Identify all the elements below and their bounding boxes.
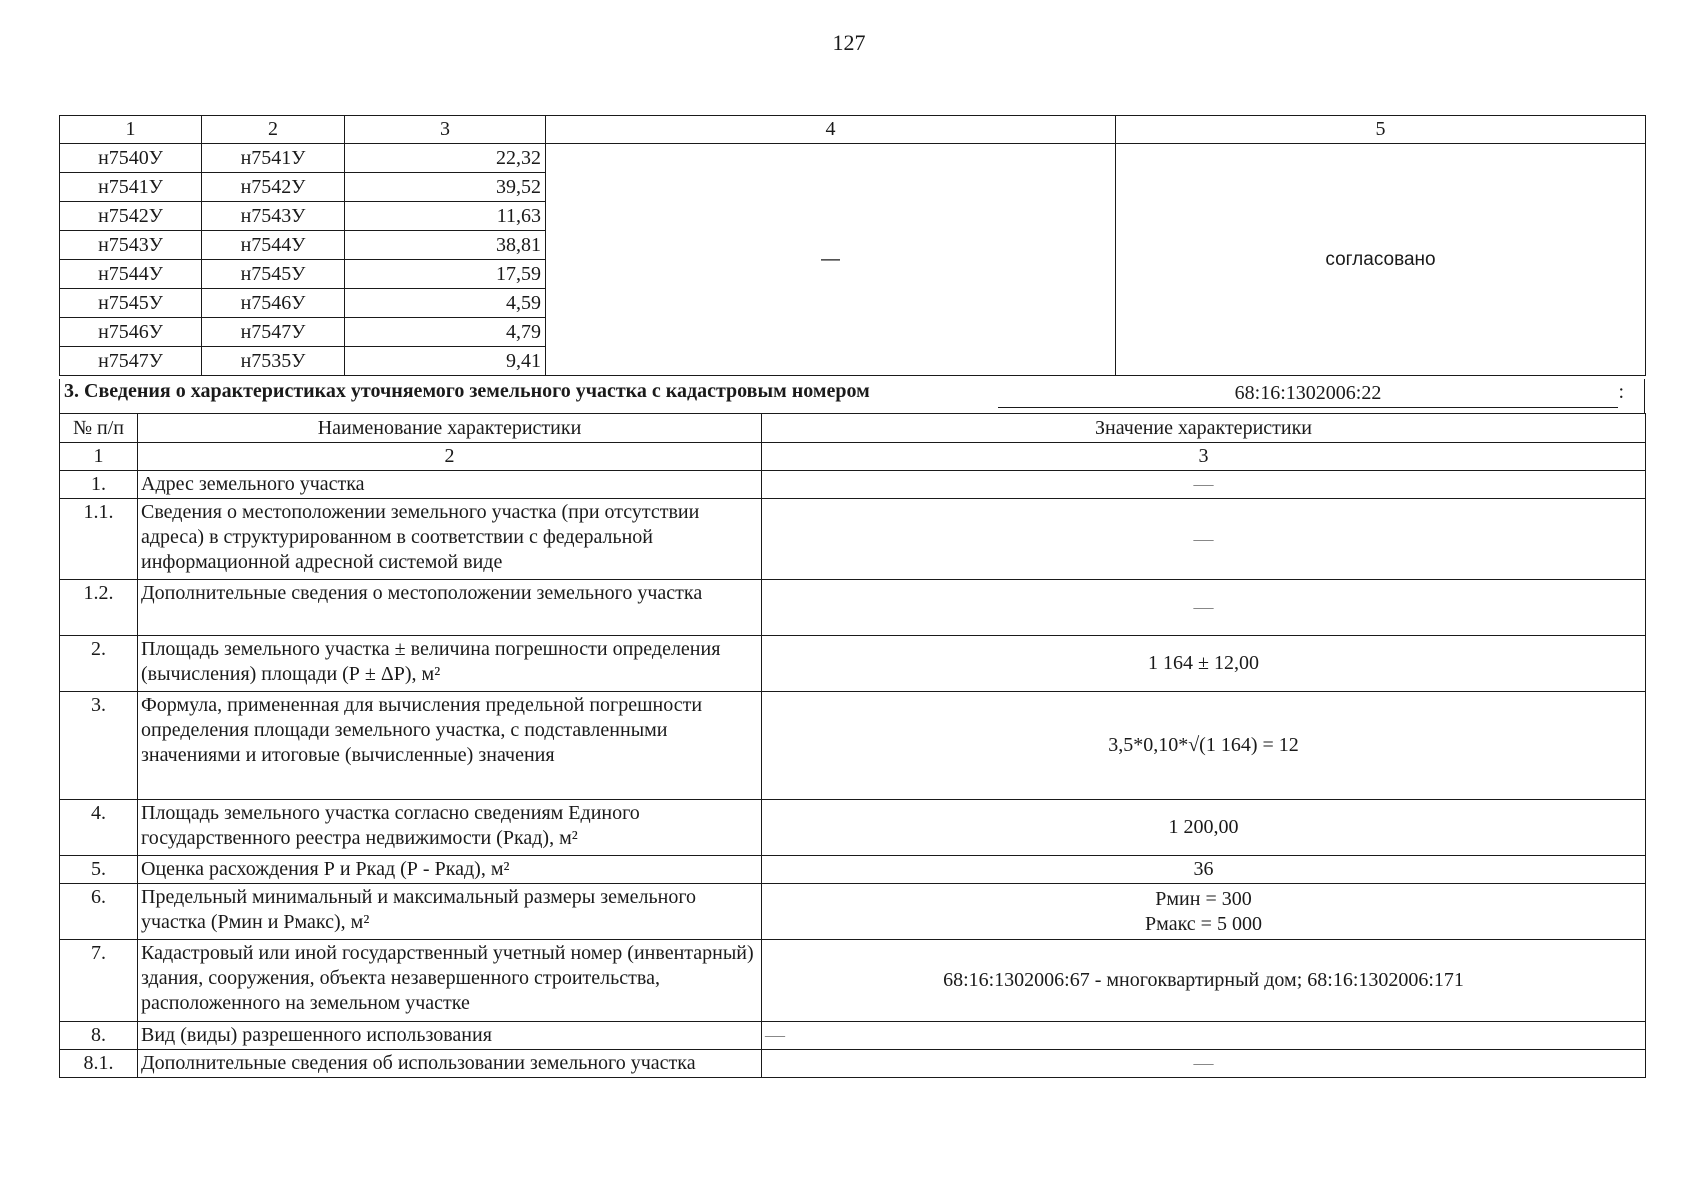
point-from: н7547У bbox=[60, 347, 202, 376]
characteristic-value: 1 164 ± 12,00 bbox=[762, 636, 1646, 692]
table-row bbox=[60, 471, 1646, 499]
segment-col4-value: — bbox=[546, 144, 1116, 376]
characteristic-name: Вид (виды) разрешенного использования bbox=[138, 1022, 762, 1050]
point-from: н7544У bbox=[60, 260, 202, 289]
table-row bbox=[60, 636, 1646, 692]
table-row bbox=[60, 692, 1646, 800]
segment-length: 4,79 bbox=[345, 318, 546, 347]
section-heading: 3. Сведения о характеристиках уточняемого земельного участка с кадастровым номером bbox=[64, 380, 870, 402]
item-number: 2. bbox=[60, 636, 138, 692]
characteristic-value: 68:16:1302006:67 - многоквартирный дом; 68:16:1302006:171 bbox=[762, 940, 1646, 1022]
heading-colon: : bbox=[1618, 381, 1624, 403]
segment-length: 4,59 bbox=[345, 289, 546, 318]
characteristic-name: Сведения о местоположении земельного участка (при отсутствии адреса) в структурированном в соответствии с федеральной информационной адресной системой виде bbox=[138, 499, 762, 580]
item-number: 8.1. bbox=[60, 1050, 138, 1078]
item-number: 1. bbox=[60, 471, 138, 499]
segment-length: 9,41 bbox=[345, 347, 546, 376]
item-number: 8. bbox=[60, 1022, 138, 1050]
characteristic-name: Адрес земельного участка bbox=[138, 471, 762, 499]
characteristic-name: Дополнительные сведения о местоположении земельного участка bbox=[138, 580, 762, 636]
characteristic-name: Оценка расхождения Р и Ркад (Р - Ркад), м² bbox=[138, 856, 762, 884]
characteristic-name: Площадь земельного участка согласно сведениям Единого государственного реестра недвижимости (Ркад), м² bbox=[138, 800, 762, 856]
item-number: 4. bbox=[60, 800, 138, 856]
table-header-row bbox=[60, 116, 1646, 144]
point-to: н7542У bbox=[202, 173, 345, 202]
item-number: 6. bbox=[60, 884, 138, 940]
segment-length: 22,32 bbox=[345, 144, 546, 173]
max-area-value: Рмакс = 5 000 bbox=[1145, 912, 1262, 935]
item-number: 3. bbox=[60, 692, 138, 800]
characteristic-name: Кадастровый или иной государственный учетный номер (инвентарный) здания, сооружения, объекта незавершенного строительства, расположенного на земельном участке bbox=[138, 940, 762, 1022]
column-index: 1 bbox=[60, 443, 138, 471]
column-header: 1 bbox=[60, 116, 202, 144]
table-row bbox=[60, 940, 1646, 1022]
cadastral-number: 68:16:1302006:22 bbox=[998, 382, 1618, 408]
table-row bbox=[60, 800, 1646, 856]
column-header: Наименование характеристики bbox=[138, 414, 762, 443]
point-to: н7535У bbox=[202, 347, 345, 376]
segment-length: 38,81 bbox=[345, 231, 546, 260]
column-header: 3 bbox=[345, 116, 546, 144]
characteristic-value: 1 200,00 bbox=[762, 800, 1646, 856]
characteristic-name: Формула, примененная для вычисления предельной погрешности определения площади земельного участка, с подставленными значениями и итоговые (вычисленные) значения bbox=[138, 692, 762, 800]
segment-length: 39,52 bbox=[345, 173, 546, 202]
column-header: 2 bbox=[202, 116, 345, 144]
segment-length: 11,63 bbox=[345, 202, 546, 231]
column-index-row bbox=[60, 443, 1646, 471]
table-row bbox=[60, 856, 1646, 884]
table-row bbox=[60, 580, 1646, 636]
table-row bbox=[60, 1022, 1646, 1050]
characteristic-name: Предельный минимальный и максимальный размеры земельного участка (Рмин и Рмакс), м² bbox=[138, 884, 762, 940]
table-header-row bbox=[60, 414, 1646, 443]
point-from: н7542У bbox=[60, 202, 202, 231]
point-from: н7540У bbox=[60, 144, 202, 173]
point-from: н7545У bbox=[60, 289, 202, 318]
column-index: 2 bbox=[138, 443, 762, 471]
characteristic-value: — bbox=[762, 580, 1646, 636]
point-to: н7544У bbox=[202, 231, 345, 260]
characteristic-value: — bbox=[762, 1050, 1646, 1078]
page-number: 127 bbox=[832, 30, 866, 55]
boundary-segments-table bbox=[59, 115, 1646, 376]
characteristic-value: — bbox=[762, 499, 1646, 580]
table-row bbox=[60, 1050, 1646, 1078]
point-to: н7547У bbox=[202, 318, 345, 347]
section-3-heading-row bbox=[59, 379, 1645, 413]
point-to: н7546У bbox=[202, 289, 345, 318]
item-number: 1.1. bbox=[60, 499, 138, 580]
characteristic-name: Дополнительные сведения об использовании земельного участка bbox=[138, 1050, 762, 1078]
table-row bbox=[60, 499, 1646, 580]
column-header: 5 bbox=[1116, 116, 1646, 144]
point-to: н7541У bbox=[202, 144, 345, 173]
point-to: н7545У bbox=[202, 260, 345, 289]
characteristic-name: Площадь земельного участка ± величина погрешности определения (вычисления) площади (Р ± ΔР), м² bbox=[138, 636, 762, 692]
item-number: 1.2. bbox=[60, 580, 138, 636]
point-from: н7546У bbox=[60, 318, 202, 347]
table-row bbox=[60, 884, 1646, 940]
segment-agreement-status: согласовано bbox=[1116, 144, 1646, 376]
column-header: № п/п bbox=[60, 414, 138, 443]
point-from: н7543У bbox=[60, 231, 202, 260]
characteristics-table bbox=[59, 413, 1646, 1078]
column-header: Значение характеристики bbox=[762, 414, 1646, 443]
characteristic-value bbox=[762, 884, 1646, 940]
characteristic-value: — bbox=[762, 1022, 1646, 1050]
min-area-value: Рмин = 300 bbox=[1155, 887, 1252, 910]
point-to: н7543У bbox=[202, 202, 345, 231]
segment-length: 17,59 bbox=[345, 260, 546, 289]
point-from: н7541У bbox=[60, 173, 202, 202]
item-number: 7. bbox=[60, 940, 138, 1022]
item-number: 5. bbox=[60, 856, 138, 884]
table-row bbox=[60, 144, 1646, 173]
characteristic-value: 3,5*0,10*√(1 164) = 12 bbox=[762, 692, 1646, 800]
column-header: 4 bbox=[546, 116, 1116, 144]
column-index: 3 bbox=[762, 443, 1646, 471]
characteristic-value: 36 bbox=[762, 856, 1646, 884]
characteristic-value: — bbox=[762, 471, 1646, 499]
